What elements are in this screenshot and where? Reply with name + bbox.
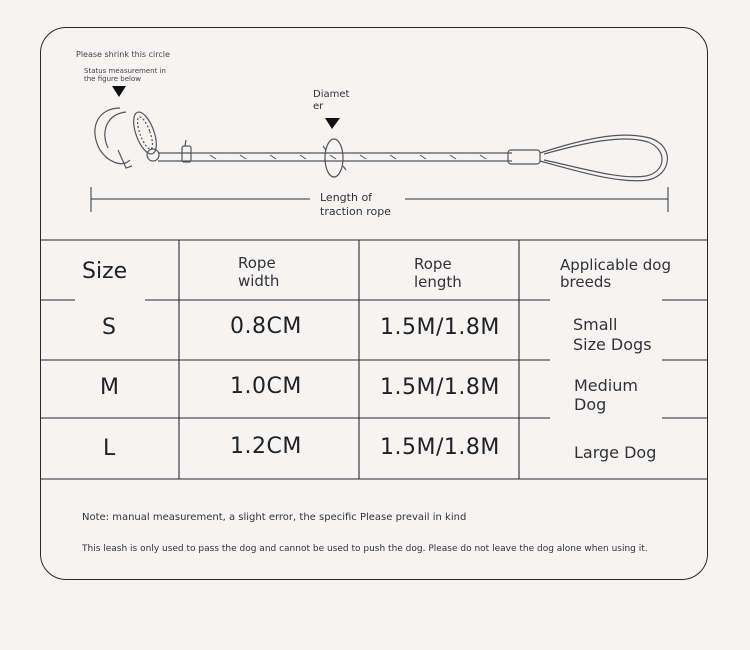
row-l-length: 1.5M/1.8M xyxy=(380,435,500,460)
measurement-note: Note: manual measurement, a slight error, the specific Please prevail in kind xyxy=(82,512,467,523)
diameter-label-line2: er xyxy=(313,101,324,112)
header-rope-length-line1: Rope xyxy=(414,255,452,273)
diameter-label-line1: Diamet xyxy=(313,89,350,100)
rope-length-label-line2: traction rope xyxy=(316,205,395,219)
header-rope-width-line2: width xyxy=(238,272,280,290)
header-dog-breeds-line1: Applicable dog xyxy=(560,256,671,274)
clasp-icon xyxy=(95,108,191,168)
header-rope-length-line2: length xyxy=(414,273,462,291)
loop-handle-icon xyxy=(540,135,667,181)
rope-length-label-line1: Length of xyxy=(316,191,376,205)
status-measurement-note-line1: Status measurement in xyxy=(84,67,166,75)
header-rope-width-line1: Rope xyxy=(238,254,276,272)
row-m-size: M xyxy=(100,375,119,400)
row-l-breed-line1: Large Dog xyxy=(574,443,657,462)
row-l-width: 1.2CM xyxy=(230,434,302,459)
rope-icon xyxy=(158,139,540,177)
header-dog-breeds-line2: breeds xyxy=(560,273,612,291)
row-m-length: 1.5M/1.8M xyxy=(380,375,500,400)
usage-warning-note: This leash is only used to pass the dog and cannot be used to push the dog. Please do not leave the dog alone when using it. xyxy=(82,544,648,554)
row-s-breed-line1: Small xyxy=(573,315,618,334)
row-s-size: S xyxy=(102,315,116,340)
row-s-length: 1.5M/1.8M xyxy=(380,315,500,340)
status-measurement-note-line2: the figure below xyxy=(84,75,141,83)
row-m-breed-line1: Medium xyxy=(574,376,638,395)
header-size: Size xyxy=(82,259,128,284)
row-s-breed-line2: Size Dogs xyxy=(573,335,652,354)
row-s-width: 0.8CM xyxy=(230,314,302,339)
row-m-width: 1.0CM xyxy=(230,374,302,399)
row-l-size: L xyxy=(103,436,116,461)
shrink-circle-note: Please shrink this circle xyxy=(76,50,170,59)
row-m-breed-line2: Dog xyxy=(574,395,607,414)
